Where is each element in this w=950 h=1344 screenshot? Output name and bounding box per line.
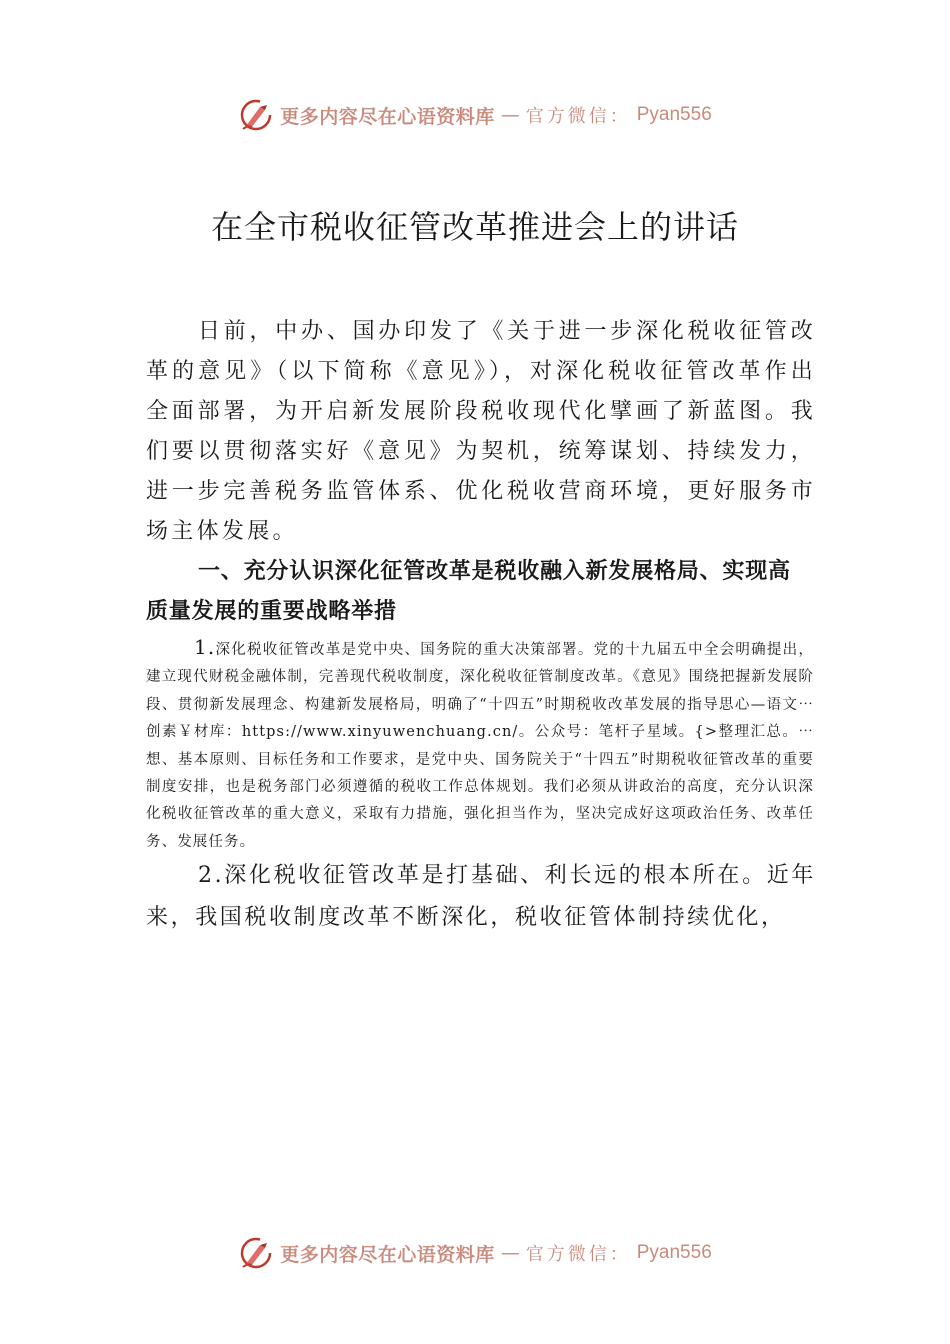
point-1-text: 深化税收征管改革是党中央、国务院的重大决策部署。党的十九届五中全会明确提出，建立现代财税金融体制，完善现代税收制度，深化税收征管制度改革。《意见》围绕把握新发展阶段、贯彻新发展理念、构建新发展格局，明确了“十四五”时期税收改革发展的指导思心—语文⋯创素￥材库：https://www.xinyuwenchuang.cn/。公众号：笔杆子星域。{>整理汇总。⋯想、基本原则、目标任务和工作要求，是党中央、国务院关于“十四五”时期税收征管改革的重要制度安排，也是税务部门必须遵循的税收工作总体规划。我们必须从讲政治的高度，充分认识深化税收征管改革的重大意义，采取有力措施，强化担当作为，坚决完成好这项政治任务、改革任务、发展任务。 [146,642,814,850]
point-1-paragraph [146,634,814,856]
document-title: 在全市税收征管改革推进会上的讲话 [210,208,739,246]
banner-wechat-label: 官方微信： [525,1244,631,1265]
banner-wechat-id: Pyan556 [636,104,712,125]
banner-dash: — [500,104,520,126]
point-2-paragraph: 2.深化税收征管改革是打基础、利长远的根本所在。近年来，我国税收制度改革不断深化，税收征管体制持续优化， [146,863,816,930]
banner-brand-text: 更多内容尽在心语资料库 [280,105,495,128]
banner-wechat-label: 官方微信： [525,106,631,127]
pen-logo-icon [238,1235,274,1271]
pen-logo-icon [238,97,274,133]
section-heading-1: 一、充分认识深化征管改革是税收融入新发展格局、实现高质量发展的重要战略举措 [146,559,791,624]
point-1-number: 1. [194,635,216,659]
banner-brand-text: 更多内容尽在心语资料库 [280,1243,495,1266]
footer-watermark-banner [0,1233,950,1273]
banner-wechat-id: Pyan556 [636,1242,712,1263]
header-watermark-banner [0,95,950,135]
banner-dash: — [500,1242,520,1264]
intro-paragraph: 日前，中办、国办印发了《关于进一步深化税收征管改革的意见》（以下简称《意见》），对深化税收征管改革作出全面部署，为开启新发展阶段税收现代化擘画了新蓝图。我们要以贯彻落实好《意见》为契机，统筹谋划、持续发力，进一步完善税务监管体系、优化税收营商环境，更好服务市场主体发展。 [146,319,816,544]
